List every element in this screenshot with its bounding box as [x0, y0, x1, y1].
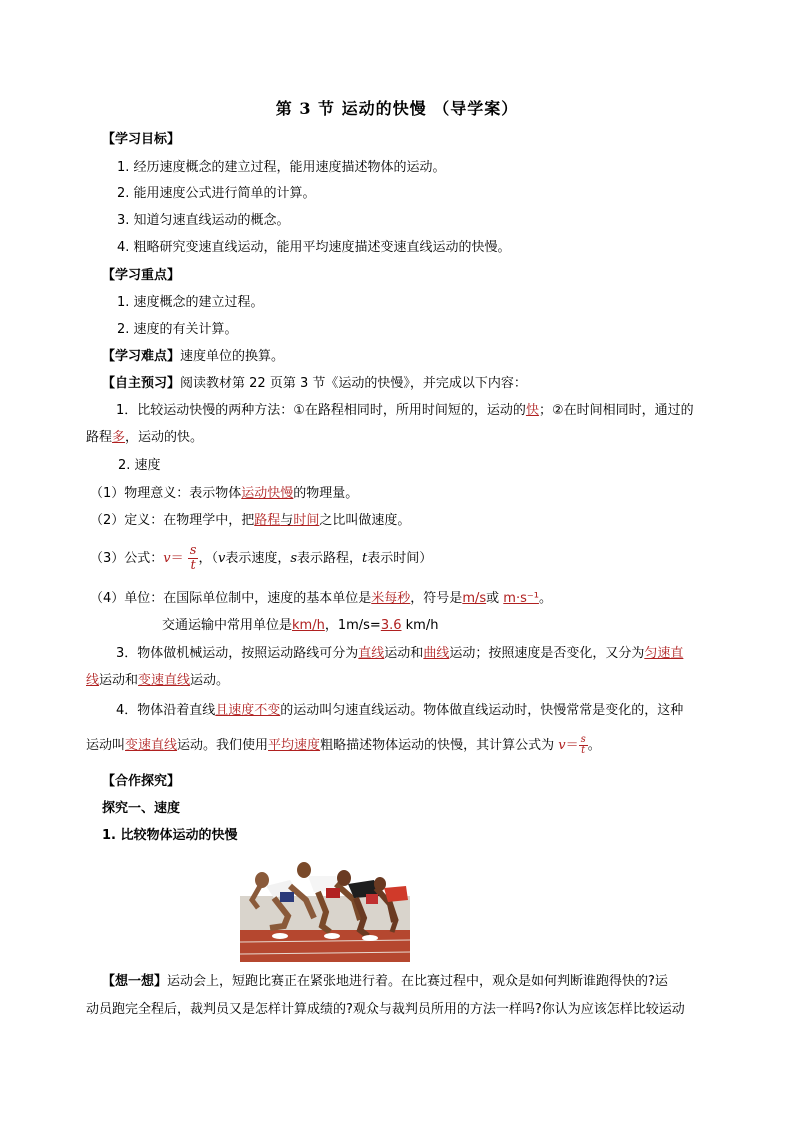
- question-4-line1: [116, 701, 683, 721]
- preview-line: [102, 374, 527, 394]
- question-1-line1: [116, 401, 694, 421]
- q1-text: ；②在时间相同时，通过的: [538, 403, 694, 418]
- q3-answer-2: 曲线: [423, 646, 450, 661]
- question-3-line1: [116, 644, 683, 664]
- formula-fraction: [188, 544, 199, 573]
- q4-text: 4．物体沿着直线: [116, 703, 216, 718]
- q4-text: 的运动叫匀速直线运动。物体做直线运动时，快慢常常是变化的，这种: [280, 703, 684, 718]
- p4-text: 或: [486, 591, 500, 606]
- question-2: 2. 速度: [118, 458, 161, 473]
- explore-one-heading: 探究一、速度: [102, 801, 181, 816]
- p4-text: ，符号是: [410, 591, 463, 606]
- q3-answer-3-cont: 线: [86, 673, 100, 688]
- p4-text: （4）单位：在国际单位制中，速度的基本单位是: [90, 591, 372, 606]
- p4-text: ，1m/s=: [324, 618, 381, 633]
- p4-answer-4: km/h: [292, 618, 325, 633]
- sprinters-image: [240, 856, 410, 962]
- var-v: v: [217, 551, 226, 566]
- preview-heading: 【自主预习】: [102, 376, 181, 391]
- p2-text: （2）定义：在物理学中，把: [90, 513, 255, 528]
- key-point-item: 1. 速度概念的建立过程。: [117, 295, 264, 310]
- difficulty-line: [102, 347, 284, 367]
- p3-text: 表示路程，: [297, 551, 363, 566]
- objective-item: 3. 知道匀速直线运动的概念。: [117, 213, 290, 228]
- traffic-unit: [162, 616, 438, 636]
- p3-text: 表示速度，: [225, 551, 291, 566]
- p2-text: 与: [280, 513, 294, 528]
- objective-item: 4. 粗略研究变速直线运动，能用平均速度描述变速直线运动的快慢。: [117, 240, 511, 255]
- fraction-numerator: s: [580, 734, 586, 745]
- p4-answer-3: m·s⁻¹: [503, 591, 539, 606]
- objective-item: 1. 经历速度概念的建立过程，能用速度描述物体的运动。: [117, 160, 446, 175]
- question-1-line2: [86, 428, 203, 448]
- p1-answer: 运动快慢: [241, 486, 294, 501]
- q1-text: 1．比较运动快慢的两种方法：①在路程相同时，所用时间短的，运动的: [116, 403, 526, 418]
- q4-text: 。: [587, 738, 601, 753]
- fraction-numerator: s: [189, 543, 197, 558]
- q4-text: 运动。我们使用: [177, 738, 269, 753]
- think-line2: 动员跑完全程后，裁判员又是怎样计算成绩的?观众与裁判员所用的方法一样吗?你认为应该怎样比较运动: [86, 1002, 685, 1017]
- q3-text: 运动；按照速度是否变化，又分为: [449, 646, 645, 661]
- compare-speed-heading: 1. 比较物体运动的快慢: [102, 828, 238, 843]
- formula-v: v: [163, 551, 171, 566]
- p4-answer-2: m/s: [462, 591, 487, 606]
- objectives-heading: 【学习目标】: [102, 132, 181, 147]
- q1-answer-2: 多: [112, 430, 126, 445]
- speed-definition: [90, 511, 410, 531]
- think-text: 运动会上，短跑比赛正在紧张地进行着。在比赛过程中，观众是如何判断谁跑得快的?运: [167, 974, 668, 989]
- fraction-denominator: t: [581, 745, 586, 756]
- q4-answer-1: 且速度不变: [215, 703, 281, 718]
- p4-text: km/h: [401, 618, 439, 633]
- speed-formula: [90, 544, 432, 574]
- q1-text: 路程: [86, 430, 113, 445]
- formula-eq-2: ＝: [565, 738, 579, 753]
- cooperate-heading: 【合作探究】: [102, 774, 181, 789]
- q1-answer-1: 快: [525, 403, 539, 418]
- q3-text: 运动和: [384, 646, 424, 661]
- difficulty-heading: 【学习难点】: [102, 349, 181, 364]
- preview-intro: 阅读教材第 22 页第 3 节《运动的快慢》，并完成以下内容：: [180, 376, 527, 391]
- p2-answer-2: 时间: [293, 513, 320, 528]
- p3-text: 表示时间）: [367, 551, 433, 566]
- q3-answer-4: 变速直线: [138, 673, 191, 688]
- key-point-item: 2. 速度的有关计算。: [117, 322, 238, 337]
- var-t: t: [362, 551, 368, 566]
- p3-text: （3）公式：: [90, 551, 164, 566]
- think-line1: [102, 972, 668, 992]
- q3-text: 3．物体做机械运动，按照运动路线可分为: [116, 646, 359, 661]
- question-3-line2: [86, 671, 229, 691]
- key-points-heading: 【学习重点】: [102, 268, 181, 283]
- formula-fraction-2: [579, 735, 588, 756]
- p4-text: 交通运输中常用单位是: [162, 618, 293, 633]
- p4-text: 。: [538, 591, 552, 606]
- p1-text: （1）物理意义：表示物体: [90, 486, 242, 501]
- question-4-line2: [86, 734, 601, 758]
- q4-text: 运动叫: [86, 738, 126, 753]
- difficulty-text: 速度单位的换算。: [180, 349, 285, 364]
- q1-text: ，运动的快。: [125, 430, 204, 445]
- formula-eq: ＝: [170, 551, 184, 566]
- p2-text: 之比叫做速度。: [319, 513, 411, 528]
- p3-text: ，（: [198, 551, 218, 566]
- q3-text: 运动。: [190, 673, 230, 688]
- q4-text: 粗略描述物体运动的快慢，其计算公式为: [320, 738, 559, 753]
- p2-answer-1: 路程: [254, 513, 281, 528]
- think-heading: 【想一想】: [102, 974, 168, 989]
- q3-answer-1: 直线: [358, 646, 385, 661]
- p4-answer-1: 米每秒: [371, 591, 411, 606]
- p4-answer-5: 3.6: [380, 618, 402, 633]
- p1-text: 的物理量。: [293, 486, 359, 501]
- speed-unit: [90, 589, 552, 609]
- formula-v-2: v: [558, 738, 566, 753]
- q3-answer-3: 匀速直: [644, 646, 684, 661]
- fraction-denominator: t: [190, 558, 196, 573]
- speed-meaning: [90, 484, 358, 504]
- q4-answer-2: 变速直线: [125, 738, 178, 753]
- page-title: 第 3 节 运动的快慢 （导学案）: [275, 99, 519, 118]
- var-s: s: [290, 551, 298, 566]
- q3-text: 运动和: [99, 673, 139, 688]
- objective-item: 2. 能用速度公式进行简单的计算。: [117, 186, 316, 201]
- q4-answer-3: 平均速度: [268, 738, 321, 753]
